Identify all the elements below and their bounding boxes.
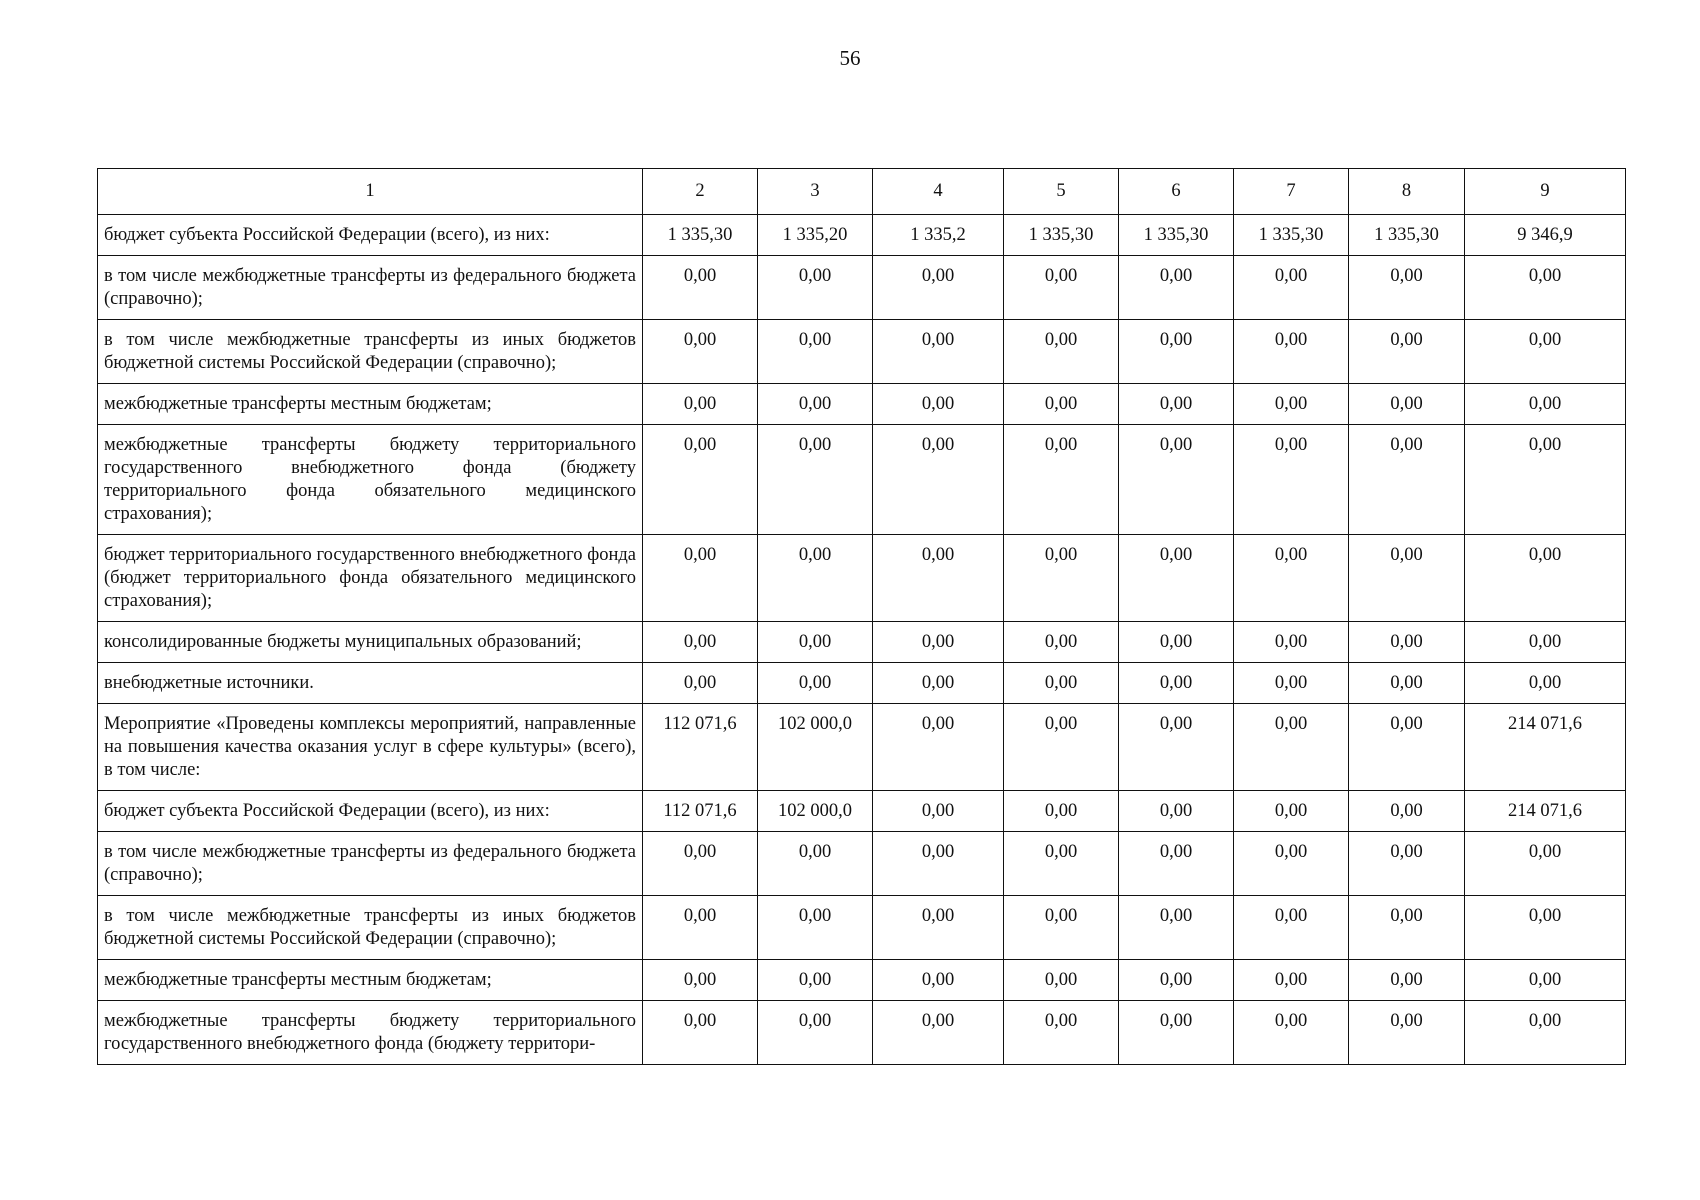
table-row (98, 215, 1626, 256)
row-label: межбюджетные трансферты бюджету территориального государственного внебюджетного фонда (бюджету территори- (98, 1001, 643, 1065)
header-row (98, 169, 1626, 215)
value-cell: 0,00 (643, 960, 758, 1001)
value-cell: 0,00 (1234, 256, 1349, 320)
value-cell: 0,00 (758, 535, 873, 622)
value-cell: 0,00 (643, 663, 758, 704)
value-cell: 0,00 (1004, 535, 1119, 622)
row-label: в том числе межбюджетные трансферты из иных бюджетов бюджетной системы Российской Федерации (справочно); (98, 896, 643, 960)
value-cell: 0,00 (1465, 425, 1626, 535)
value-cell: 0,00 (643, 425, 758, 535)
value-cell: 0,00 (1349, 425, 1465, 535)
row-label: бюджет субъекта Российской Федерации (всего), из них: (98, 791, 643, 832)
value-cell: 0,00 (1349, 832, 1465, 896)
value-cell: 0,00 (643, 384, 758, 425)
row-label: Мероприятие «Проведены комплексы мероприятий, направленные на повышения качества оказания услуг в сфере культуры» (всего), в том числе: (98, 704, 643, 791)
value-cell: 112 071,6 (643, 704, 758, 791)
column-header-4: 4 (873, 169, 1004, 215)
value-cell: 1 335,30 (643, 215, 758, 256)
value-cell: 0,00 (1349, 896, 1465, 960)
column-header-7: 7 (1234, 169, 1349, 215)
value-cell: 0,00 (1234, 535, 1349, 622)
value-cell: 214 071,6 (1465, 704, 1626, 791)
value-cell: 0,00 (873, 663, 1004, 704)
value-cell: 0,00 (758, 320, 873, 384)
column-header-6: 6 (1119, 169, 1234, 215)
value-cell: 1 335,30 (1349, 215, 1465, 256)
value-cell: 0,00 (1234, 960, 1349, 1001)
value-cell: 0,00 (1349, 704, 1465, 791)
row-label: бюджет территориального государственного внебюджетного фонда (бюджет территориального фонда обязательного медицинского страхования); (98, 535, 643, 622)
column-header-2: 2 (643, 169, 758, 215)
value-cell: 9 346,9 (1465, 215, 1626, 256)
value-cell: 0,00 (643, 320, 758, 384)
value-cell: 0,00 (1119, 384, 1234, 425)
value-cell: 0,00 (758, 622, 873, 663)
value-cell: 0,00 (873, 832, 1004, 896)
value-cell: 0,00 (758, 1001, 873, 1065)
row-label: в том числе межбюджетные трансферты из федерального бюджета (справочно); (98, 256, 643, 320)
value-cell: 0,00 (1465, 832, 1626, 896)
row-label: межбюджетные трансферты бюджету территориального государственного внебюджетного фонда (бюджету территориального фонда обязательного медицинского страхования); (98, 425, 643, 535)
value-cell: 0,00 (1349, 663, 1465, 704)
value-cell: 0,00 (1119, 704, 1234, 791)
value-cell: 0,00 (1465, 384, 1626, 425)
value-cell: 0,00 (1004, 425, 1119, 535)
value-cell: 1 335,30 (1119, 215, 1234, 256)
column-header-5: 5 (1004, 169, 1119, 215)
value-cell: 0,00 (873, 1001, 1004, 1065)
value-cell: 0,00 (1234, 704, 1349, 791)
value-cell: 0,00 (1349, 320, 1465, 384)
value-cell: 0,00 (1349, 535, 1465, 622)
table-row (98, 1001, 1626, 1065)
value-cell: 0,00 (1119, 663, 1234, 704)
table-row (98, 960, 1626, 1001)
column-header-1: 1 (98, 169, 643, 215)
value-cell: 0,00 (1349, 622, 1465, 663)
value-cell: 0,00 (1004, 704, 1119, 791)
value-cell: 0,00 (1004, 622, 1119, 663)
value-cell: 0,00 (1119, 832, 1234, 896)
value-cell: 0,00 (1004, 384, 1119, 425)
value-cell: 0,00 (758, 663, 873, 704)
value-cell: 0,00 (643, 256, 758, 320)
value-cell: 0,00 (643, 832, 758, 896)
value-cell: 0,00 (873, 960, 1004, 1001)
value-cell: 0,00 (1004, 320, 1119, 384)
value-cell: 0,00 (1234, 425, 1349, 535)
value-cell: 0,00 (1004, 256, 1119, 320)
column-header-8: 8 (1349, 169, 1465, 215)
value-cell: 0,00 (758, 960, 873, 1001)
value-cell: 1 335,20 (758, 215, 873, 256)
value-cell: 0,00 (1119, 425, 1234, 535)
value-cell: 1 335,30 (1004, 215, 1119, 256)
value-cell: 0,00 (643, 1001, 758, 1065)
value-cell: 0,00 (873, 896, 1004, 960)
table-row (98, 320, 1626, 384)
table-row (98, 896, 1626, 960)
value-cell: 0,00 (758, 425, 873, 535)
row-label: в том числе межбюджетные трансферты из федерального бюджета (справочно); (98, 832, 643, 896)
table-row (98, 832, 1626, 896)
table-body (98, 215, 1626, 1065)
value-cell: 0,00 (1234, 384, 1349, 425)
value-cell: 0,00 (1119, 256, 1234, 320)
table-row (98, 704, 1626, 791)
value-cell: 0,00 (758, 384, 873, 425)
value-cell: 0,00 (873, 256, 1004, 320)
value-cell: 0,00 (1119, 1001, 1234, 1065)
value-cell: 102 000,0 (758, 791, 873, 832)
value-cell: 0,00 (1465, 320, 1626, 384)
value-cell: 0,00 (1234, 320, 1349, 384)
value-cell: 0,00 (873, 425, 1004, 535)
row-label: бюджет субъекта Российской Федерации (всего), из них: (98, 215, 643, 256)
value-cell: 0,00 (873, 704, 1004, 791)
value-cell: 0,00 (1349, 1001, 1465, 1065)
value-cell: 0,00 (1349, 791, 1465, 832)
row-label: консолидированные бюджеты муниципальных образований; (98, 622, 643, 663)
value-cell: 0,00 (758, 896, 873, 960)
table-row (98, 622, 1626, 663)
value-cell: 0,00 (1465, 960, 1626, 1001)
value-cell: 0,00 (1234, 622, 1349, 663)
row-label: внебюджетные источники. (98, 663, 643, 704)
column-header-3: 3 (758, 169, 873, 215)
value-cell: 0,00 (873, 622, 1004, 663)
value-cell: 0,00 (1234, 832, 1349, 896)
value-cell: 0,00 (1465, 663, 1626, 704)
value-cell: 0,00 (1465, 896, 1626, 960)
value-cell: 0,00 (873, 320, 1004, 384)
value-cell: 0,00 (1119, 622, 1234, 663)
table-header (98, 169, 1626, 215)
row-label: межбюджетные трансферты местным бюджетам; (98, 384, 643, 425)
value-cell: 0,00 (643, 622, 758, 663)
value-cell: 0,00 (1119, 535, 1234, 622)
value-cell: 0,00 (1465, 535, 1626, 622)
row-label: межбюджетные трансферты местным бюджетам; (98, 960, 643, 1001)
value-cell: 0,00 (1004, 832, 1119, 896)
value-cell: 0,00 (1119, 320, 1234, 384)
value-cell: 102 000,0 (758, 704, 873, 791)
value-cell: 0,00 (873, 535, 1004, 622)
value-cell: 0,00 (1349, 384, 1465, 425)
value-cell: 0,00 (1119, 791, 1234, 832)
value-cell: 0,00 (643, 535, 758, 622)
value-cell: 0,00 (873, 384, 1004, 425)
value-cell: 112 071,6 (643, 791, 758, 832)
value-cell: 0,00 (1465, 256, 1626, 320)
value-cell: 1 335,30 (1234, 215, 1349, 256)
value-cell: 0,00 (643, 896, 758, 960)
value-cell: 0,00 (1465, 622, 1626, 663)
value-cell: 0,00 (1004, 791, 1119, 832)
value-cell: 1 335,2 (873, 215, 1004, 256)
column-header-9: 9 (1465, 169, 1626, 215)
value-cell: 0,00 (1119, 960, 1234, 1001)
value-cell: 0,00 (1004, 960, 1119, 1001)
value-cell: 0,00 (1349, 256, 1465, 320)
budget-table (97, 168, 1626, 1065)
value-cell: 0,00 (1349, 960, 1465, 1001)
value-cell: 0,00 (1234, 791, 1349, 832)
value-cell: 0,00 (758, 832, 873, 896)
table-row (98, 535, 1626, 622)
table-row (98, 256, 1626, 320)
value-cell: 0,00 (1004, 896, 1119, 960)
value-cell: 0,00 (1465, 1001, 1626, 1065)
value-cell: 0,00 (1234, 896, 1349, 960)
table-row (98, 425, 1626, 535)
value-cell: 0,00 (873, 791, 1004, 832)
value-cell: 0,00 (758, 256, 873, 320)
page-number: 56 (839, 46, 861, 70)
value-cell: 214 071,6 (1465, 791, 1626, 832)
value-cell: 0,00 (1004, 1001, 1119, 1065)
table-row (98, 663, 1626, 704)
table-row (98, 791, 1626, 832)
row-label: в том числе межбюджетные трансферты из иных бюджетов бюджетной системы Российской Федерации (справочно); (98, 320, 643, 384)
value-cell: 0,00 (1004, 663, 1119, 704)
value-cell: 0,00 (1119, 896, 1234, 960)
table-row (98, 384, 1626, 425)
value-cell: 0,00 (1234, 663, 1349, 704)
value-cell: 0,00 (1234, 1001, 1349, 1065)
